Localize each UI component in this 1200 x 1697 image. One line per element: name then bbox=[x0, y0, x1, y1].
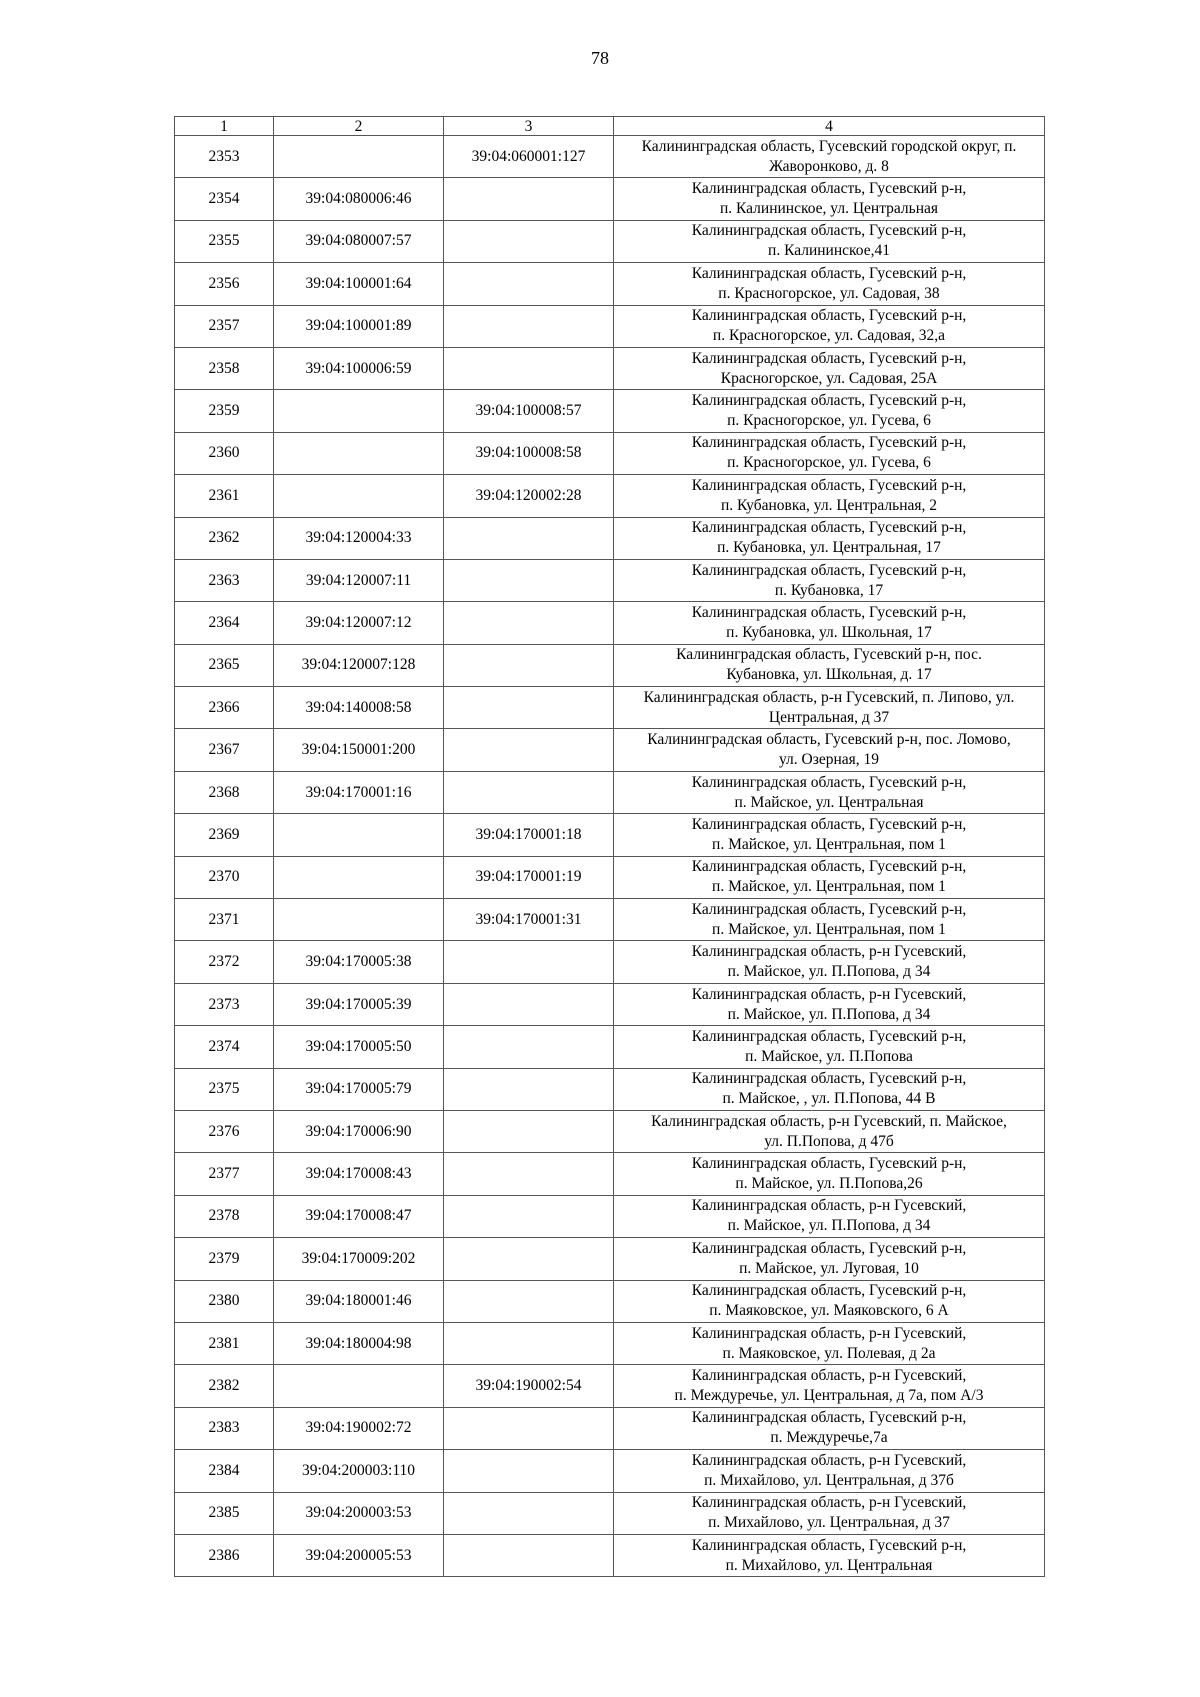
address-line-2: п. Междуречье, ул. Центральная, д 7а, пом А/3 bbox=[674, 1387, 984, 1405]
column-header-2: 2 bbox=[274, 117, 444, 136]
premises-cadastral-number-cell bbox=[444, 941, 614, 983]
premises-cadastral-number-cell bbox=[444, 178, 614, 220]
table-row bbox=[175, 475, 1045, 517]
address-line-2: п. Михайлово, ул. Центральная bbox=[725, 1556, 933, 1574]
address-line-1: Калининградская область, Гусевский р-н, bbox=[691, 349, 967, 367]
table-row bbox=[175, 814, 1045, 856]
address-line-2: Кубановка, ул. Школьная, д. 17 bbox=[726, 666, 932, 684]
address-cell bbox=[614, 305, 1045, 347]
table-row bbox=[175, 1026, 1045, 1068]
table-row bbox=[175, 941, 1045, 983]
cadastral-number-cell: 39:04:190002:72 bbox=[274, 1407, 444, 1449]
address-line-2: п. Кубановка, ул. Школьная, 17 bbox=[726, 623, 932, 641]
address-line-1: Калининградская область, Гусевский р-н, bbox=[691, 180, 967, 198]
row-number-cell: 2382 bbox=[175, 1365, 274, 1407]
premises-cadastral-number-cell bbox=[444, 1450, 614, 1492]
row-number-cell: 2363 bbox=[175, 559, 274, 601]
address-line-1: Калининградская область, Гусевский р-н, bbox=[691, 392, 967, 410]
premises-cadastral-number-cell bbox=[444, 729, 614, 771]
address-line-1: Калининградская область, р-н Гусевский, bbox=[691, 1324, 967, 1342]
address-line-1: Калининградская область, Гусевский р-н, bbox=[691, 1282, 967, 1300]
address-line-1: Калининградская область, р-н Гусевский, bbox=[691, 985, 967, 1003]
cadastral-number-cell: 39:04:170005:38 bbox=[274, 941, 444, 983]
row-number-cell: 2357 bbox=[175, 305, 274, 347]
cadastral-number-cell: 39:04:170008:47 bbox=[274, 1195, 444, 1237]
cadastral-number-cell: 39:04:120007:11 bbox=[274, 559, 444, 601]
address-cell bbox=[614, 1450, 1045, 1492]
cadastral-number-cell: 39:04:120004:33 bbox=[274, 517, 444, 559]
row-number-cell: 2384 bbox=[175, 1450, 274, 1492]
address-line-2: п. Майское, ул. Центральная bbox=[734, 793, 924, 811]
address-line-2: ул. Озерная, 19 bbox=[778, 751, 880, 769]
table-row bbox=[175, 983, 1045, 1025]
table-row bbox=[175, 178, 1045, 220]
address-line-1: Калининградская область, Гусевский р-н, bbox=[691, 773, 967, 791]
address-cell bbox=[614, 1280, 1045, 1322]
address-cell bbox=[614, 983, 1045, 1025]
row-number-cell: 2368 bbox=[175, 771, 274, 813]
table-row bbox=[175, 1280, 1045, 1322]
table-row bbox=[175, 771, 1045, 813]
address-cell bbox=[614, 1153, 1045, 1195]
premises-cadastral-number-cell: 39:04:060001:127 bbox=[444, 136, 614, 178]
table-row bbox=[175, 1450, 1045, 1492]
address-line-2: п. Майское, ул. П.Попова, д 34 bbox=[727, 1217, 931, 1235]
cadastral-number-cell: 39:04:120007:128 bbox=[274, 644, 444, 686]
cadastral-number-cell: 39:04:170008:43 bbox=[274, 1153, 444, 1195]
row-number-cell: 2359 bbox=[175, 390, 274, 432]
address-line-1: Калининградская область, Гусевский р-н, bbox=[691, 1155, 967, 1173]
table-row bbox=[175, 1110, 1045, 1152]
cadastral-number-cell: 39:04:170006:90 bbox=[274, 1110, 444, 1152]
premises-cadastral-number-cell bbox=[444, 559, 614, 601]
address-line-1: Калининградская область, р-н Гусевский, bbox=[691, 1367, 967, 1385]
row-number-cell: 2374 bbox=[175, 1026, 274, 1068]
table-row bbox=[175, 305, 1045, 347]
address-cell bbox=[614, 1534, 1045, 1576]
address-line-1: Калининградская область, Гусевский р-н, bbox=[691, 900, 967, 918]
row-number-cell: 2372 bbox=[175, 941, 274, 983]
row-number-cell: 2373 bbox=[175, 983, 274, 1025]
row-number-cell: 2356 bbox=[175, 263, 274, 305]
premises-cadastral-number-cell bbox=[444, 602, 614, 644]
row-number-cell: 2375 bbox=[175, 1068, 274, 1110]
address-cell bbox=[614, 178, 1045, 220]
premises-cadastral-number-cell bbox=[444, 1068, 614, 1110]
address-line-2: п. Майское, ул. Луговая, 10 bbox=[739, 1259, 919, 1277]
address-line-2: п. Калининское,41 bbox=[768, 242, 890, 260]
cadastral-number-cell: 39:04:170009:202 bbox=[274, 1238, 444, 1280]
table-row bbox=[175, 1407, 1045, 1449]
address-line-1: Калининградская область, р-н Гусевский, bbox=[691, 1197, 967, 1215]
cadastral-number-cell: 39:04:120007:12 bbox=[274, 602, 444, 644]
table-row bbox=[175, 602, 1045, 644]
address-cell bbox=[614, 220, 1045, 262]
table-row bbox=[175, 1534, 1045, 1576]
premises-cadastral-number-cell: 39:04:190002:54 bbox=[444, 1365, 614, 1407]
cadastral-number-cell: 39:04:180004:98 bbox=[274, 1322, 444, 1364]
address-line-2: Центральная, д 37 bbox=[768, 708, 890, 726]
table-row bbox=[175, 856, 1045, 898]
address-cell bbox=[614, 1110, 1045, 1152]
address-line-2: п. Майское, ул. П.Попова,26 bbox=[735, 1175, 923, 1193]
row-number-cell: 2376 bbox=[175, 1110, 274, 1152]
cadastral-number-cell: 39:04:170005:79 bbox=[274, 1068, 444, 1110]
address-line-2: п. Красногорское, ул. Садовая, 32,а bbox=[712, 327, 946, 345]
address-cell bbox=[614, 1068, 1045, 1110]
cadastral-number-cell bbox=[274, 390, 444, 432]
address-cell bbox=[614, 771, 1045, 813]
column-header-3: 3 bbox=[444, 117, 614, 136]
address-line-1: Калининградская область, Гусевский р-н, bbox=[691, 476, 967, 494]
address-cell bbox=[614, 263, 1045, 305]
premises-cadastral-number-cell bbox=[444, 517, 614, 559]
address-line-1: Калининградская область, Гусевский р-н, bbox=[691, 264, 967, 282]
address-line-2: п. Михайлово, ул. Центральная, д 37 bbox=[708, 1514, 950, 1532]
address-cell bbox=[614, 475, 1045, 517]
address-line-1: Калининградская область, Гусевский р-н, bbox=[691, 561, 967, 579]
row-number-cell: 2366 bbox=[175, 687, 274, 729]
address-cell bbox=[614, 1195, 1045, 1237]
address-line-1: Калининградская область, Гусевский р-н, пос. bbox=[676, 646, 982, 664]
address-line-1: Калининградская область, Гусевский р-н, bbox=[691, 1027, 967, 1045]
cadastral-number-cell: 39:04:150001:200 bbox=[274, 729, 444, 771]
premises-cadastral-number-cell bbox=[444, 687, 614, 729]
premises-cadastral-number-cell bbox=[444, 347, 614, 389]
row-number-cell: 2380 bbox=[175, 1280, 274, 1322]
premises-cadastral-number-cell bbox=[444, 1026, 614, 1068]
address-line-2: п. Кубановка, 17 bbox=[774, 581, 884, 599]
address-line-2: п. Кубановка, ул. Центральная, 2 bbox=[720, 496, 938, 514]
address-cell bbox=[614, 517, 1045, 559]
address-cell bbox=[614, 1026, 1045, 1068]
address-line-2: п. Майское, ул. Центральная, пом 1 bbox=[712, 878, 946, 896]
cadastral-number-cell bbox=[274, 1365, 444, 1407]
address-line-1: Калининградская область, Гусевский р-н, bbox=[691, 1409, 967, 1427]
cadastral-number-cell: 39:04:200005:53 bbox=[274, 1534, 444, 1576]
column-header-4: 4 bbox=[614, 117, 1045, 136]
table-row bbox=[175, 644, 1045, 686]
address-cell bbox=[614, 432, 1045, 474]
cadastral-number-cell bbox=[274, 814, 444, 856]
premises-cadastral-number-cell bbox=[444, 1153, 614, 1195]
address-cell bbox=[614, 1365, 1045, 1407]
cadastral-number-cell bbox=[274, 136, 444, 178]
cadastral-number-cell: 39:04:170005:50 bbox=[274, 1026, 444, 1068]
cadastral-number-cell bbox=[274, 475, 444, 517]
row-number-cell: 2354 bbox=[175, 178, 274, 220]
row-number-cell: 2358 bbox=[175, 347, 274, 389]
row-number-cell: 2361 bbox=[175, 475, 274, 517]
address-line-2: п. Красногорское, ул. Садовая, 38 bbox=[718, 284, 940, 302]
table-row bbox=[175, 1195, 1045, 1237]
address-line-2: ул. П.Попова, д 47б bbox=[764, 1132, 894, 1150]
row-number-cell: 2385 bbox=[175, 1492, 274, 1534]
address-line-2: п. Кубановка, ул. Центральная, 17 bbox=[717, 539, 941, 557]
premises-cadastral-number-cell bbox=[444, 771, 614, 813]
address-line-1: Калининградская область, Гусевский р-н, bbox=[691, 519, 967, 537]
row-number-cell: 2365 bbox=[175, 644, 274, 686]
address-line-1: Калининградская область, р-н Гусевский, bbox=[691, 1494, 967, 1512]
premises-cadastral-number-cell bbox=[444, 1534, 614, 1576]
address-line-1: Калининградская область, Гусевский р-н, bbox=[691, 222, 967, 240]
address-line-1: Калининградская область, Гусевский р-н, bbox=[691, 1070, 967, 1088]
address-cell bbox=[614, 814, 1045, 856]
address-cell bbox=[614, 602, 1045, 644]
table-row bbox=[175, 1153, 1045, 1195]
table-row bbox=[175, 1322, 1045, 1364]
address-line-1: Калининградская область, р-н Гусевский, bbox=[691, 943, 967, 961]
table-row bbox=[175, 1492, 1045, 1534]
address-cell bbox=[614, 644, 1045, 686]
premises-cadastral-number-cell: 39:04:100008:58 bbox=[444, 432, 614, 474]
table-row bbox=[175, 390, 1045, 432]
address-cell bbox=[614, 136, 1045, 178]
premises-cadastral-number-cell bbox=[444, 644, 614, 686]
column-header-1: 1 bbox=[175, 117, 274, 136]
address-line-1: Калининградская область, Гусевский р-н, пос. Ломово, bbox=[647, 731, 1011, 749]
row-number-cell: 2370 bbox=[175, 856, 274, 898]
address-line-1: Калининградская область, Гусевский р-н, bbox=[691, 603, 967, 621]
row-number-cell: 2381 bbox=[175, 1322, 274, 1364]
premises-cadastral-number-cell bbox=[444, 1238, 614, 1280]
cadastral-number-cell: 39:04:140008:58 bbox=[274, 687, 444, 729]
address-cell bbox=[614, 1238, 1045, 1280]
row-number-cell: 2383 bbox=[175, 1407, 274, 1449]
address-line-1: Калининградская область, Гусевский р-н, bbox=[691, 858, 967, 876]
row-number-cell: 2360 bbox=[175, 432, 274, 474]
premises-cadastral-number-cell bbox=[444, 1195, 614, 1237]
row-number-cell: 2367 bbox=[175, 729, 274, 771]
address-line-2: п. Майское, ул. Центральная, пом 1 bbox=[712, 920, 946, 938]
address-line-1: Калининградская область, Гусевский р-н, bbox=[691, 307, 967, 325]
premises-cadastral-number-cell bbox=[444, 263, 614, 305]
premises-cadastral-number-cell bbox=[444, 220, 614, 262]
premises-cadastral-number-cell bbox=[444, 1492, 614, 1534]
address-cell bbox=[614, 941, 1045, 983]
table-row bbox=[175, 1365, 1045, 1407]
address-line-1: Калининградская область, р-н Гусевский, п. Липово, ул. bbox=[643, 688, 1015, 706]
table-row bbox=[175, 136, 1045, 178]
cadastral-number-cell: 39:04:170001:16 bbox=[274, 771, 444, 813]
premises-cadastral-number-cell bbox=[444, 1110, 614, 1152]
cadastral-number-cell: 39:04:200003:110 bbox=[274, 1450, 444, 1492]
table-row bbox=[175, 432, 1045, 474]
premises-cadastral-number-cell: 39:04:100008:57 bbox=[444, 390, 614, 432]
premises-cadastral-number-cell bbox=[444, 1280, 614, 1322]
table-row bbox=[175, 1068, 1045, 1110]
row-number-cell: 2353 bbox=[175, 136, 274, 178]
cadastral-number-cell: 39:04:170005:39 bbox=[274, 983, 444, 1025]
address-line-2: п. Майское, , ул. П.Попова, 44 В bbox=[722, 1090, 936, 1108]
property-registry-table bbox=[174, 116, 1045, 1577]
address-line-2: п. Маяковское, ул. Маяковского, 6 А bbox=[709, 1302, 949, 1320]
address-line-2: п. Майское, ул. Центральная, пом 1 bbox=[712, 835, 946, 853]
address-line-1: Калининградская область, р-н Гусевский, п. Майское, bbox=[651, 1112, 1007, 1130]
address-cell bbox=[614, 559, 1045, 601]
premises-cadastral-number-cell: 39:04:170001:31 bbox=[444, 899, 614, 941]
address-line-2: п. Калининское, ул. Центральная bbox=[719, 200, 939, 218]
address-cell bbox=[614, 687, 1045, 729]
table-row bbox=[175, 263, 1045, 305]
address-line-1: Калининградская область, Гусевский р-н, bbox=[691, 1536, 967, 1554]
cadastral-number-cell bbox=[274, 856, 444, 898]
address-line-2: п. Междуречье,7а bbox=[770, 1429, 888, 1447]
address-line-1: Калининградская область, Гусевский р-н, bbox=[691, 815, 967, 833]
address-line-1: Калининградская область, Гусевский городской округ, п. bbox=[641, 137, 1017, 155]
address-cell bbox=[614, 390, 1045, 432]
table-row bbox=[175, 729, 1045, 771]
premises-cadastral-number-cell bbox=[444, 1407, 614, 1449]
cadastral-number-cell: 39:04:100001:89 bbox=[274, 305, 444, 347]
address-cell bbox=[614, 856, 1045, 898]
row-number-cell: 2378 bbox=[175, 1195, 274, 1237]
cadastral-number-cell: 39:04:100001:64 bbox=[274, 263, 444, 305]
table-row bbox=[175, 899, 1045, 941]
row-number-cell: 2369 bbox=[175, 814, 274, 856]
cadastral-number-cell: 39:04:080007:57 bbox=[274, 220, 444, 262]
cadastral-number-cell: 39:04:200003:53 bbox=[274, 1492, 444, 1534]
page-number: 78 bbox=[591, 48, 609, 68]
address-line-2: п. Красногорское, ул. Гусева, 6 bbox=[727, 454, 931, 472]
premises-cadastral-number-cell bbox=[444, 305, 614, 347]
premises-cadastral-number-cell bbox=[444, 983, 614, 1025]
address-line-1: Калининградская область, Гусевский р-н, bbox=[691, 434, 967, 452]
table-row bbox=[175, 687, 1045, 729]
row-number-cell: 2362 bbox=[175, 517, 274, 559]
premises-cadastral-number-cell: 39:04:170001:19 bbox=[444, 856, 614, 898]
address-line-2: п. Красногорское, ул. Гусева, 6 bbox=[727, 412, 931, 430]
address-cell bbox=[614, 899, 1045, 941]
address-line-2: п. Михайлово, ул. Центральная, д 37б bbox=[704, 1471, 954, 1489]
address-cell bbox=[614, 729, 1045, 771]
premises-cadastral-number-cell bbox=[444, 1322, 614, 1364]
premises-cadastral-number-cell: 39:04:120002:28 bbox=[444, 475, 614, 517]
address-line-1: Калининградская область, Гусевский р-н, bbox=[691, 1239, 967, 1257]
address-cell bbox=[614, 1492, 1045, 1534]
cadastral-number-cell bbox=[274, 432, 444, 474]
address-line-2: Красногорское, ул. Садовая, 25А bbox=[720, 369, 938, 387]
address-line-1: Калининградская область, р-н Гусевский, bbox=[691, 1451, 967, 1469]
address-line-2: п. Майское, ул. П.Попова bbox=[745, 1047, 913, 1065]
row-number-cell: 2371 bbox=[175, 899, 274, 941]
cadastral-number-cell: 39:04:180001:46 bbox=[274, 1280, 444, 1322]
row-number-cell: 2355 bbox=[175, 220, 274, 262]
premises-cadastral-number-cell: 39:04:170001:18 bbox=[444, 814, 614, 856]
row-number-cell: 2377 bbox=[175, 1153, 274, 1195]
address-line-2: п. Майское, ул. П.Попова, д 34 bbox=[727, 963, 931, 981]
address-cell bbox=[614, 1322, 1045, 1364]
cadastral-number-cell: 39:04:100006:59 bbox=[274, 347, 444, 389]
cadastral-number-cell: 39:04:080006:46 bbox=[274, 178, 444, 220]
table-row bbox=[175, 1238, 1045, 1280]
address-line-2: п. Маяковское, ул. Полевая, д 2а bbox=[722, 1344, 936, 1362]
table-row bbox=[175, 220, 1045, 262]
table-row bbox=[175, 559, 1045, 601]
row-number-cell: 2379 bbox=[175, 1238, 274, 1280]
cadastral-number-cell bbox=[274, 899, 444, 941]
address-line-2: п. Майское, ул. П.Попова, д 34 bbox=[727, 1005, 931, 1023]
address-line-2: Жаворонково, д. 8 bbox=[769, 157, 889, 175]
address-cell bbox=[614, 347, 1045, 389]
row-number-cell: 2386 bbox=[175, 1534, 274, 1576]
row-number-cell: 2364 bbox=[175, 602, 274, 644]
table-row bbox=[175, 347, 1045, 389]
table-header-row bbox=[175, 117, 1045, 136]
table-row bbox=[175, 517, 1045, 559]
address-cell bbox=[614, 1407, 1045, 1449]
